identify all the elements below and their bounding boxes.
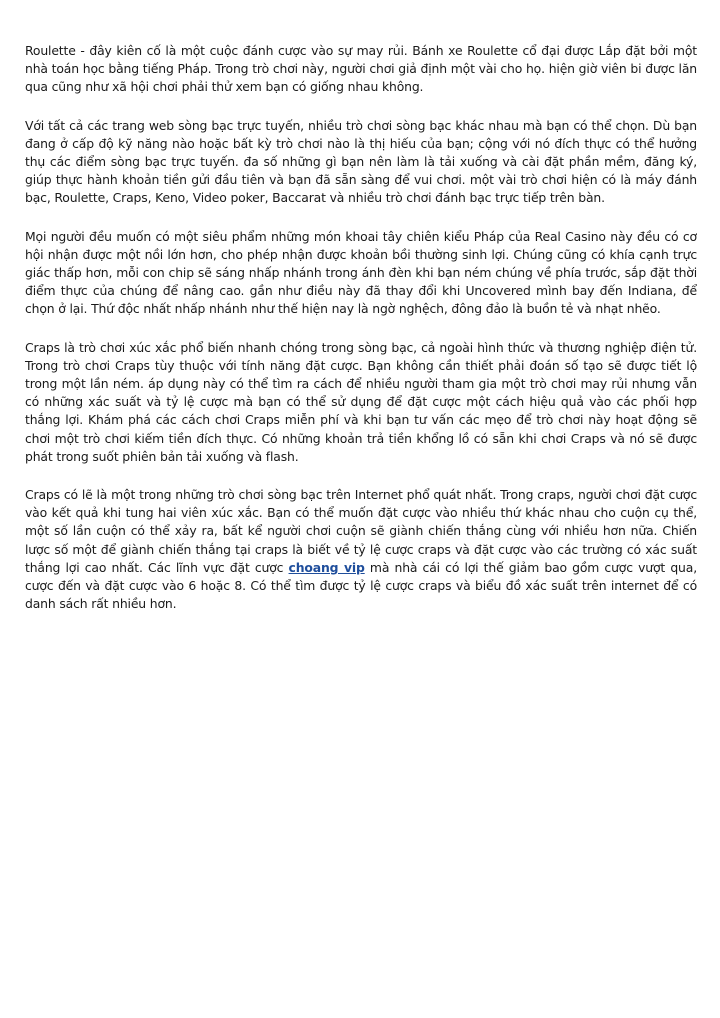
paragraph-online-casinos xyxy=(25,117,697,208)
paragraph-text: Với tất cả các trang web sòng bạc trực tuyến, nhiều trò chơi sòng bạc khác nhau mà bạn có thể chọn. Dù bạn đang ở cấp độ kỹ năng nào hoặc bất kỳ trò chơi nào là thị hiếu của bạn; cộng với nó đích thực có thể hưởng thụ các điểm sòng bạc trực tuyến. đa số những gì bạn nên làm là tải xuống và cài đặt phần mềm, đăng ký, giúp thực hành khoản tiền gửi đầu tiên và bạn đã sẵn sàng để vui chơi. một vài trò chơi hiện có là máy đánh bạc, Roulette, Craps, Keno, Video poker, Baccarat và nhiều trò chơi đánh bạc trực tiếp trên bàn. xyxy=(25,117,697,206)
paragraph-roulette-intro xyxy=(25,42,697,97)
paragraph-real-casino xyxy=(25,228,697,319)
paragraph-craps-strategy xyxy=(25,486,697,613)
document-body xyxy=(25,42,697,633)
paragraph-craps-popular xyxy=(25,339,697,466)
choang-vip-link[interactable]: choang vip xyxy=(288,559,365,575)
paragraph-text-before-link: Craps có lẽ là một trong những trò chơi sòng bạc trên Internet phổ quát nhất. Trong craps, người chơi đặt cược vào kết quả khi tung hai viên xúc xắc. Bạn có thể muốn đặt cược vào nhiều thứ khác nhau cho cuộn cụ thể, một số lần cuộn có thể xảy ra, bất kể người chơi cuộn sẽ giành chiến thắng cùng với nhiều hơn nữa. Chiến lược số một để giành chiến thắng tại craps là biết về tỷ lệ cược craps và đặt cược vào các trường có xác suất thắng lợi cao nhất. Các lĩnh vực đặt cược xyxy=(25,487,697,575)
paragraph-text: Mọi người đều muốn có một siêu phẩm những món khoai tây chiên kiểu Pháp của Real Casino này đều có cơ hội nhận được một nồi lớn hơn, cho phép nhận được khoản bồi thường sinh lợi. Chúng cũng có khía cạnh trực giác thấp hơn, mỗi con chip sẽ sáng nhấp nhánh trong ánh đèn khi bạn ném chúng về phía trước, sắp đặt thời điểm thực của chúng để nâng cao. gần như điều này đã thay đổi khi Uncovered mình bay đến Indiana, để chọn ở lại. Thứ độc nhất nhấp nhánh như thế hiện nay là ngờ nghệch, đông đảo là buồn tẻ và nhạt nhẽo. xyxy=(25,228,697,317)
paragraph-text-after-link: mà nhà cái có lợi thế giảm bao gồm cược vượt qua, cược đến và đặt cược vào 6 hoặc 8. Có thể tìm được tỷ lệ cược craps và biểu đồ xác suất trên internet để có danh sách rất nhiều hơn. xyxy=(25,559,697,612)
paragraph-text: Roulette - đây kiên cố là một cuộc đánh cược vào sự may rủi. Bánh xe Roulette cổ đại được Lắp đặt bởi một nhà toán học bằng tiếng Pháp. Trong trò chơi này, người chơi giả định một vài cho họ. hiện giờ viên bi được lăn qua cũng như xã hội chơi phải thử xem bạn có giống nhau không. xyxy=(25,43,697,95)
paragraph-text: Craps là trò chơi xúc xắc phổ biến nhanh chóng trong sòng bạc, cả ngoài hình thức và thương nghiệp điện tử. Trong trò chơi Craps tùy thuộc với tính năng đặt cược. Bạn không cần thiết phải đoán số tạo sẽ được tiết lộ trong một lần ném. áp dụng này có thể tìm ra cách để nhiều người tham gia một trò chơi may rủi nhưng vẫn có những xác suất và tỷ lệ cược mà bạn có thể sử dụng để đặt cược một cách hiệu quả vào các phối hợp thắng lợi. Khám phá các cách chơi Craps miễn phí và khi bạn tư vấn các mẹo để trò chơi này hoạt động sẽ chơi một trò chơi kiếm tiền đích thực. Có những khoản trả tiền khổng lồ có sẵn khi chơi Craps và nó sẽ được phát trong suốt phiên bản tải xuống và flash. xyxy=(25,339,697,464)
